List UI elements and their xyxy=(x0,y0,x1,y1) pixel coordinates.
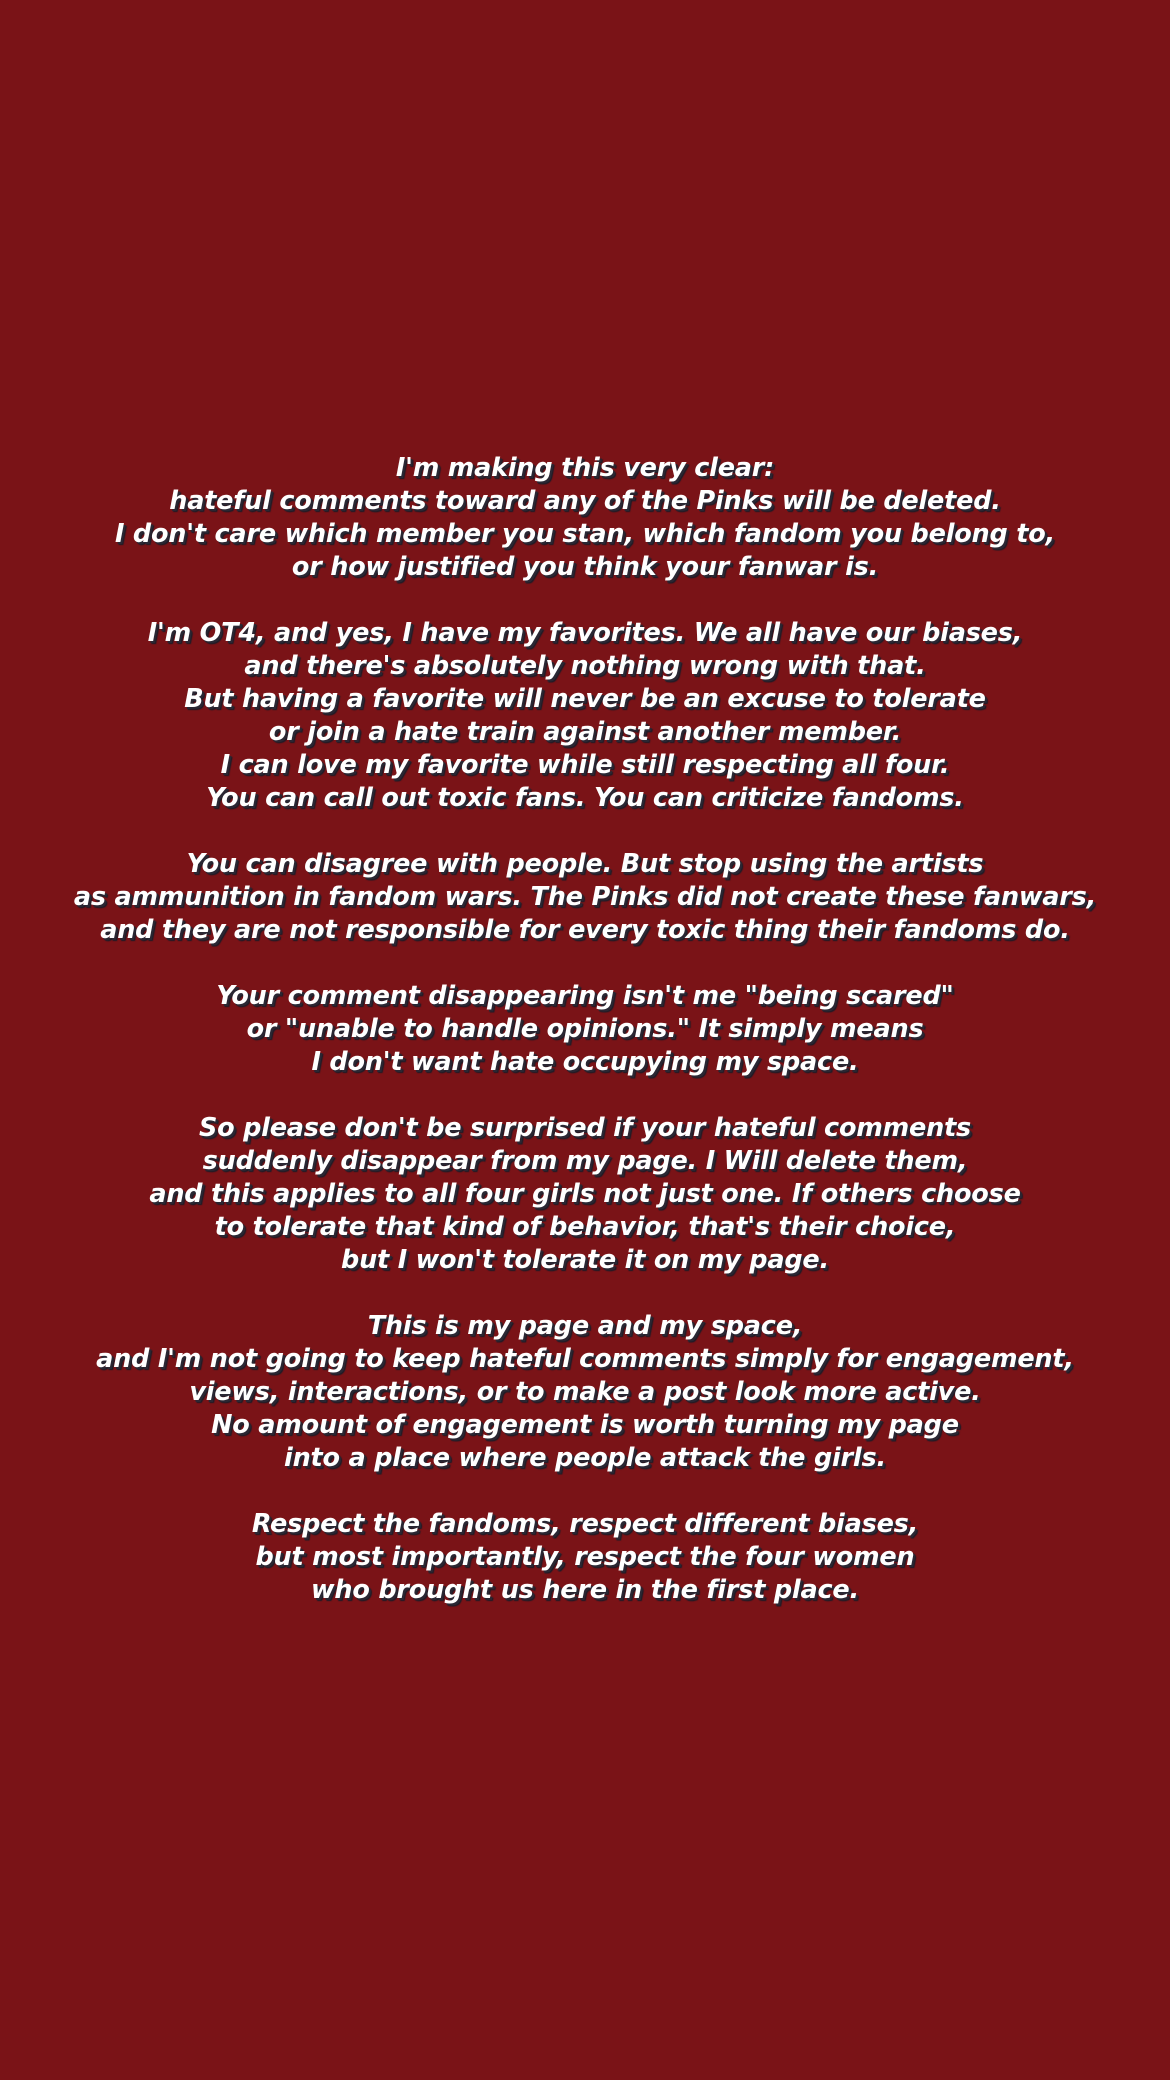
text-line: But having a favorite will never be an excuse to tolerate xyxy=(184,684,986,714)
text-line: and they are not responsible for every toxic thing their fandoms do. xyxy=(100,915,1070,945)
text-line: Your comment disappearing isn't me "being scared" xyxy=(216,981,954,1011)
text-line: and this applies to all four girls not just one. If others choose xyxy=(149,1179,1021,1209)
text-line: I'm OT4, and yes, I have my favorites. We all have our biases, xyxy=(147,618,1023,648)
text-line: and I'm not going to keep hateful comments simply for engagement, xyxy=(96,1344,1074,1374)
text-line: suddenly disappear from my page. I Will delete them, xyxy=(202,1146,968,1176)
text-line: You can disagree with people. But stop using the artists xyxy=(186,849,984,879)
text-line: into a place where people attack the girls. xyxy=(284,1443,886,1473)
text-line: I'm making this very clear: xyxy=(395,453,775,483)
text-line: or how justified you think your fanwar is. xyxy=(291,552,879,582)
text-line: So please don't be surprised if your hateful comments xyxy=(198,1113,972,1143)
paragraph-fanwars xyxy=(0,848,1170,947)
paragraph-my-space xyxy=(0,1310,1170,1475)
text-line: or "unable to handle opinions." It simply means xyxy=(246,1014,924,1044)
text-line: I don't want hate occupying my space. xyxy=(311,1047,859,1077)
paragraph-closing xyxy=(0,1508,1170,1607)
text-line: views, interactions, or to make a post look more active. xyxy=(189,1377,981,1407)
text-line: or join a hate train against another member. xyxy=(268,717,902,747)
text-line: Respect the fandoms, respect different biases, xyxy=(251,1509,919,1539)
text-line: but most importantly, respect the four women xyxy=(255,1542,915,1572)
text-line: but I won't tolerate it on my page. xyxy=(341,1245,829,1275)
text-line: hateful comments toward any of the Pinks will be deleted. xyxy=(169,486,1001,516)
text-line: This is my page and my space, xyxy=(367,1311,803,1341)
announcement-text xyxy=(0,452,1170,1640)
paragraph-intro xyxy=(0,452,1170,584)
text-line: as ammunition in fandom wars. The Pinks did not create these fanwars, xyxy=(73,882,1097,912)
text-line: I don't care which member you stan, which fandom you belong to, xyxy=(114,519,1056,549)
text-line: No amount of engagement is worth turning my page xyxy=(211,1410,959,1440)
text-line: to tolerate that kind of behavior, that's their choice, xyxy=(214,1212,956,1242)
paragraph-biases xyxy=(0,617,1170,815)
paragraph-warning xyxy=(0,1112,1170,1277)
paragraph-deletion-reason xyxy=(0,980,1170,1079)
text-line: and there's absolutely nothing wrong with that. xyxy=(244,651,926,681)
text-line: who brought us here in the first place. xyxy=(311,1575,859,1605)
text-line: You can call out toxic fans. You can criticize fandoms. xyxy=(206,783,964,813)
text-line: I can love my favorite while still respecting all four. xyxy=(220,750,950,780)
